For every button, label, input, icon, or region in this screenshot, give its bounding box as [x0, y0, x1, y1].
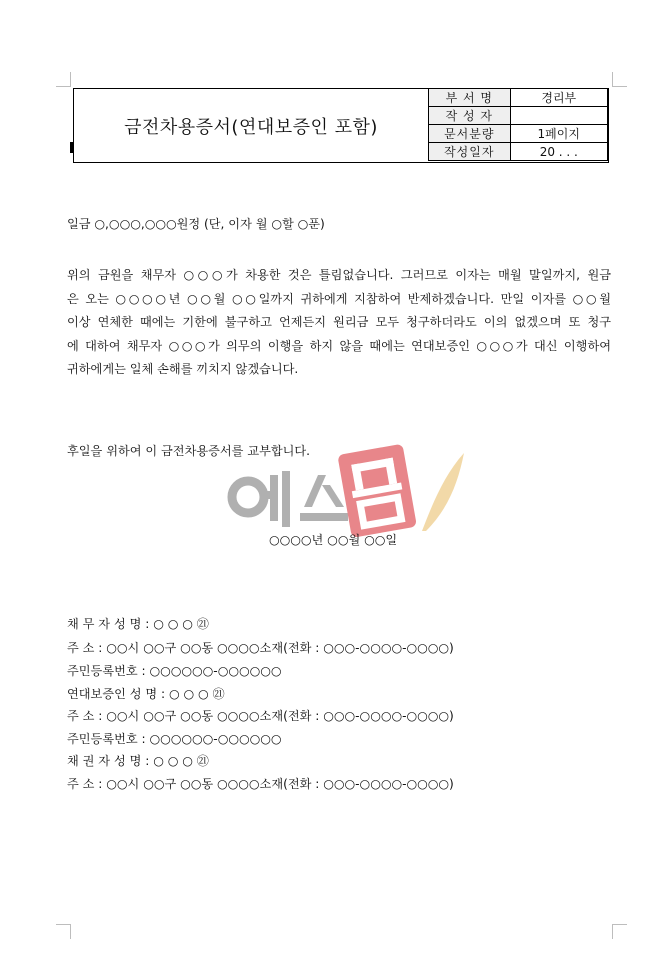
watermark-stroke [300, 513, 348, 521]
body-line: 에 대하여 채무자 ○○○가 의무의 이행을 하지 않을 때에는 연대보증인 ○○○가 대신 이행하여 [67, 338, 611, 353]
body-line: 위의 금원을 채무자 ○○○가 차용한 것은 틀림없습니다. 그러므로 이자는 매월 말일까지, 원금 [67, 268, 611, 282]
guarantor-address-line[interactable]: 주 소 : ○○시 ○○구 ○○동 ○○○○소재(전화 : ○○○-○○○○-○○○○) [67, 709, 454, 723]
crop-mark-bottom-right [612, 924, 627, 939]
creditor-name-line[interactable]: 채 권 자 성 명 : ○ ○ ○ ㉑ [67, 754, 209, 768]
document-meta-table [428, 88, 608, 161]
body-paragraph[interactable] [67, 264, 611, 382]
meta-row-author [429, 107, 608, 125]
document-title[interactable]: 금전차용증서(연대보증인 포함) [124, 116, 378, 138]
body-line: 이상 연체한 때에는 기한에 불구하고 언제든지 원리금 모두 청구하더라도 이의 없겠으며 또 청구 [67, 315, 611, 330]
debtor-address-line[interactable]: 주 소 : ○○시 ○○구 ○○동 ○○○○소재(전화 : ○○○-○○○○-○○○○) [67, 641, 454, 655]
watermark-gray-letters [232, 471, 348, 527]
creditor-address-line[interactable]: 주 소 : ○○시 ○○구 ○○동 ○○○○소재(전화 : ○○○-○○○○-○○○○) [67, 777, 454, 791]
meta-value[interactable]: 경리부 [510, 89, 607, 107]
debtor-id-line[interactable]: 주민등록번호 : ○○○○○○-○○○○○○ [67, 664, 282, 678]
watermark-stroke [322, 485, 344, 507]
crop-mark-top-left [56, 72, 71, 87]
body-line: 귀하에게는 일체 손해를 끼치지 않겠습니다. [67, 362, 299, 377]
crop-mark-top-right [612, 72, 627, 87]
meta-row-length [429, 125, 608, 143]
watermark-stroke [232, 481, 264, 513]
meta-value[interactable]: 20 . . . [510, 143, 607, 161]
closing-line[interactable]: 후일을 위하여 이 금전차용증서를 교부합니다. [67, 444, 311, 458]
document-header [73, 88, 609, 163]
watermark-red-badge [337, 444, 417, 538]
watermark-stroke [304, 475, 326, 507]
meta-key: 작 성 자 [429, 107, 511, 125]
date-line[interactable]: ○○○○년 ○○월 ○○일 [269, 533, 398, 547]
meta-key: 작성일자 [429, 143, 511, 161]
body-line: 은 오는 ○○○○년 ○○월 ○○일까지 귀하에게 지참하여 반제하겠습니다. 만일 이자를 ○○월 [67, 291, 611, 306]
watermark-feather [422, 453, 464, 531]
guarantor-id-line[interactable]: 주민등록번호 : ○○○○○○-○○○○○○ [67, 732, 282, 746]
watermark-stroke [264, 491, 272, 499]
meta-row-department [429, 89, 608, 107]
guarantor-name-line[interactable]: 연대보증인 성 명 : ○ ○ ○ ㉑ [67, 687, 225, 701]
meta-value[interactable]: 1페이지 [510, 125, 607, 143]
meta-value[interactable] [510, 107, 607, 125]
amount-line[interactable]: 일금 ○,○○○,○○○원정 (단, 이자 월 ○할 ○푼) [67, 217, 325, 231]
meta-key: 부 서 명 [429, 89, 511, 107]
yesform-watermark-logo [226, 435, 466, 545]
debtor-name-line[interactable]: 채 무 자 성 명 : ○ ○ ○ ㉑ [67, 617, 209, 631]
meta-row-date [429, 143, 608, 161]
crop-mark-bottom-left [56, 924, 71, 939]
watermark-stroke [282, 471, 290, 527]
meta-key: 문서분량 [429, 125, 511, 143]
